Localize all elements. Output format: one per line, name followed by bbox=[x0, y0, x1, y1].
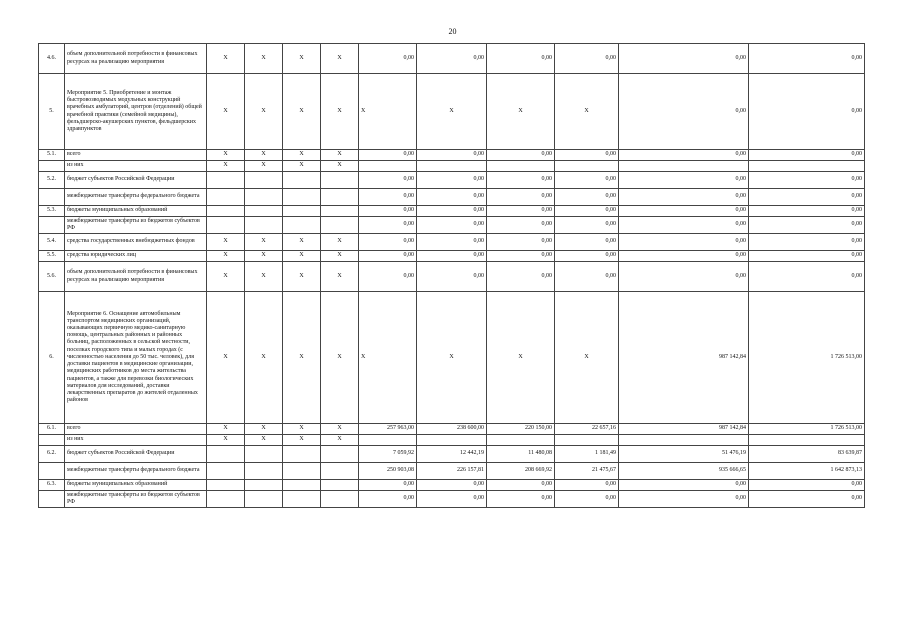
value-cell: 51 476,19 bbox=[619, 446, 749, 463]
row-description: межбюджетные трансферты федерального бюджета bbox=[65, 189, 207, 206]
value-cell: 0,00 bbox=[749, 480, 865, 491]
value-cell: 0,00 bbox=[555, 251, 619, 262]
table-row bbox=[39, 446, 865, 463]
value-cell: 0,00 bbox=[487, 44, 555, 74]
value-cell bbox=[359, 161, 417, 172]
x-mark-cell bbox=[321, 491, 359, 508]
table-row bbox=[39, 262, 865, 292]
table-row bbox=[39, 44, 865, 74]
table-row bbox=[39, 217, 865, 234]
row-number: 5.5. bbox=[39, 251, 65, 262]
value-cell bbox=[555, 161, 619, 172]
value-cell: 0,00 bbox=[417, 150, 487, 161]
x-mark-cell: X bbox=[283, 44, 321, 74]
x-mark-cell bbox=[207, 446, 245, 463]
x-mark-cell bbox=[283, 172, 321, 189]
row-number: 5. bbox=[39, 74, 65, 150]
x-mark-cell bbox=[321, 189, 359, 206]
table-row bbox=[39, 424, 865, 435]
value-cell: 0,00 bbox=[417, 189, 487, 206]
x-mark-cell bbox=[321, 463, 359, 480]
value-cell: 0,00 bbox=[749, 234, 865, 251]
x-mark-cell: X bbox=[245, 161, 283, 172]
value-cell bbox=[359, 435, 417, 446]
budget-table bbox=[38, 43, 865, 508]
x-mark-cell bbox=[321, 206, 359, 217]
x-mark-cell bbox=[283, 463, 321, 480]
row-description: Мероприятие 5. Приобретение и монтаж быстровозводимых модульных конструкций врачебных амбулаторий, центров (отделений) общей врачебной практики (семейной медицины), фельдшерско-акушерских пунктов, фельдшерских здравпунктов bbox=[65, 74, 207, 150]
table-row bbox=[39, 150, 865, 161]
table-row bbox=[39, 463, 865, 480]
value-cell: 0,00 bbox=[749, 491, 865, 508]
row-description: из них bbox=[65, 161, 207, 172]
row-description: бюджет субъектов Российской Федерации bbox=[65, 446, 207, 463]
value-cell: 0,00 bbox=[487, 234, 555, 251]
value-cell: 0,00 bbox=[359, 234, 417, 251]
row-description: Мероприятие 6. Оснащение автомобильным транспортом медицинских организаций, оказывающих первичную медико-санитарную помощь, центральных районных и районных больниц, расположенных в сельской местности, поселках городского типа и малых городах (с численностью населения до 50 тыс. человек), для доставки пациентов в медицинские организации, медицинских работников до места жительства пациентов, а также для перевозки биологических материалов для исследований, доставки лекарственных препаратов до жителей отдаленных районов bbox=[65, 292, 207, 424]
x-mark-cell bbox=[245, 463, 283, 480]
table-row bbox=[39, 74, 865, 150]
value-cell: 0,00 bbox=[749, 44, 865, 74]
x-mark-cell: X bbox=[207, 150, 245, 161]
x-mark-cell: X bbox=[245, 435, 283, 446]
row-description: бюджеты муниципальных образований bbox=[65, 206, 207, 217]
x-mark-cell bbox=[207, 172, 245, 189]
row-description: бюджеты муниципальных образований bbox=[65, 480, 207, 491]
x-mark-cell bbox=[245, 480, 283, 491]
value-cell: 0,00 bbox=[555, 234, 619, 251]
x-mark-cell: X bbox=[207, 234, 245, 251]
value-cell: 1 726 513,00 bbox=[749, 424, 865, 435]
x-mark-cell bbox=[245, 172, 283, 189]
row-description: бюджет субъектов Российской Федерации bbox=[65, 172, 207, 189]
x-mark-cell bbox=[245, 206, 283, 217]
row-number: 6. bbox=[39, 292, 65, 424]
x-mark-cell: X bbox=[245, 251, 283, 262]
value-cell: 0,00 bbox=[359, 150, 417, 161]
value-cell: 257 963,00 bbox=[359, 424, 417, 435]
value-cell: X bbox=[359, 292, 417, 424]
value-cell: 987 142,84 bbox=[619, 424, 749, 435]
row-description: объем дополнительной потребности в финансовых ресурсах на реализацию мероприятия bbox=[65, 262, 207, 292]
value-cell: 238 600,00 bbox=[417, 424, 487, 435]
x-mark-cell bbox=[283, 217, 321, 234]
row-description: межбюджетные трансферты из бюджетов субъектов РФ bbox=[65, 491, 207, 508]
x-mark-cell: X bbox=[321, 251, 359, 262]
value-cell: 7 059,92 bbox=[359, 446, 417, 463]
page-number: 20 bbox=[448, 27, 457, 36]
table-row bbox=[39, 172, 865, 189]
x-mark-cell bbox=[207, 206, 245, 217]
x-mark-cell: X bbox=[207, 435, 245, 446]
x-mark-cell: X bbox=[207, 74, 245, 150]
value-cell: 0,00 bbox=[619, 172, 749, 189]
row-number: 5.6. bbox=[39, 262, 65, 292]
value-cell bbox=[619, 435, 749, 446]
value-cell: 0,00 bbox=[487, 150, 555, 161]
x-mark-cell bbox=[245, 217, 283, 234]
value-cell: 0,00 bbox=[619, 262, 749, 292]
value-cell: 0,00 bbox=[749, 150, 865, 161]
x-mark-cell bbox=[245, 446, 283, 463]
value-cell: 0,00 bbox=[619, 206, 749, 217]
value-cell: 0,00 bbox=[487, 217, 555, 234]
value-cell: 0,00 bbox=[417, 217, 487, 234]
value-cell: 22 657,16 bbox=[555, 424, 619, 435]
x-mark-cell: X bbox=[283, 262, 321, 292]
table-row bbox=[39, 234, 865, 251]
x-mark-cell bbox=[245, 491, 283, 508]
x-mark-cell: X bbox=[245, 44, 283, 74]
row-description: из них bbox=[65, 435, 207, 446]
value-cell: 220 150,00 bbox=[487, 424, 555, 435]
value-cell: 11 480,08 bbox=[487, 446, 555, 463]
value-cell: 0,00 bbox=[417, 44, 487, 74]
value-cell: 0,00 bbox=[487, 189, 555, 206]
row-number: 6.3. bbox=[39, 480, 65, 491]
value-cell: 0,00 bbox=[619, 491, 749, 508]
value-cell bbox=[619, 161, 749, 172]
x-mark-cell: X bbox=[321, 292, 359, 424]
value-cell: 0,00 bbox=[359, 206, 417, 217]
x-mark-cell: X bbox=[245, 262, 283, 292]
row-description: средства юридических лиц bbox=[65, 251, 207, 262]
value-cell: 0,00 bbox=[749, 74, 865, 150]
x-mark-cell bbox=[321, 172, 359, 189]
value-cell: 0,00 bbox=[749, 217, 865, 234]
value-cell bbox=[417, 435, 487, 446]
value-cell: 0,00 bbox=[487, 206, 555, 217]
x-mark-cell bbox=[207, 480, 245, 491]
value-cell: 0,00 bbox=[619, 217, 749, 234]
value-cell bbox=[487, 435, 555, 446]
value-cell: 0,00 bbox=[359, 44, 417, 74]
x-mark-cell: X bbox=[245, 424, 283, 435]
table-row bbox=[39, 206, 865, 217]
value-cell: 83 639,87 bbox=[749, 446, 865, 463]
value-cell: 0,00 bbox=[619, 480, 749, 491]
value-cell: X bbox=[487, 74, 555, 150]
value-cell: 0,00 bbox=[555, 44, 619, 74]
x-mark-cell bbox=[283, 491, 321, 508]
table-row bbox=[39, 161, 865, 172]
x-mark-cell bbox=[283, 189, 321, 206]
value-cell: 0,00 bbox=[555, 217, 619, 234]
x-mark-cell: X bbox=[321, 150, 359, 161]
value-cell: 0,00 bbox=[417, 206, 487, 217]
value-cell bbox=[417, 161, 487, 172]
value-cell: 226 157,81 bbox=[417, 463, 487, 480]
x-mark-cell bbox=[245, 189, 283, 206]
value-cell: 987 142,84 bbox=[619, 292, 749, 424]
x-mark-cell bbox=[283, 206, 321, 217]
x-mark-cell: X bbox=[321, 234, 359, 251]
x-mark-cell: X bbox=[207, 44, 245, 74]
value-cell: 0,00 bbox=[359, 491, 417, 508]
row-description: средства государственных внебюджетных фондов bbox=[65, 234, 207, 251]
value-cell: 0,00 bbox=[619, 251, 749, 262]
value-cell: 0,00 bbox=[619, 150, 749, 161]
value-cell: X bbox=[555, 74, 619, 150]
value-cell: 0,00 bbox=[359, 189, 417, 206]
row-number: 5.1. bbox=[39, 150, 65, 161]
value-cell: 0,00 bbox=[555, 189, 619, 206]
x-mark-cell bbox=[207, 217, 245, 234]
row-description: объем дополнительной потребности в финансовых ресурсах на реализацию мероприятия bbox=[65, 44, 207, 74]
x-mark-cell: X bbox=[321, 44, 359, 74]
x-mark-cell: X bbox=[321, 424, 359, 435]
x-mark-cell bbox=[321, 480, 359, 491]
x-mark-cell: X bbox=[321, 74, 359, 150]
x-mark-cell: X bbox=[207, 424, 245, 435]
value-cell: 0,00 bbox=[359, 251, 417, 262]
value-cell: X bbox=[417, 74, 487, 150]
x-mark-cell: X bbox=[245, 74, 283, 150]
value-cell: X bbox=[359, 74, 417, 150]
value-cell: 0,00 bbox=[417, 491, 487, 508]
row-number bbox=[39, 463, 65, 480]
value-cell: 0,00 bbox=[359, 480, 417, 491]
value-cell: 0,00 bbox=[417, 234, 487, 251]
value-cell: X bbox=[487, 292, 555, 424]
value-cell: 0,00 bbox=[555, 491, 619, 508]
table-row bbox=[39, 292, 865, 424]
value-cell: 1 642 873,13 bbox=[749, 463, 865, 480]
row-number: 4.6. bbox=[39, 44, 65, 74]
value-cell: 0,00 bbox=[749, 251, 865, 262]
x-mark-cell: X bbox=[245, 292, 283, 424]
value-cell: 0,00 bbox=[619, 74, 749, 150]
value-cell: 0,00 bbox=[555, 206, 619, 217]
value-cell: 0,00 bbox=[555, 150, 619, 161]
value-cell bbox=[749, 435, 865, 446]
x-mark-cell: X bbox=[283, 292, 321, 424]
x-mark-cell: X bbox=[321, 435, 359, 446]
value-cell: 0,00 bbox=[749, 206, 865, 217]
x-mark-cell: X bbox=[321, 161, 359, 172]
value-cell: 0,00 bbox=[487, 491, 555, 508]
row-description: всего bbox=[65, 150, 207, 161]
row-number bbox=[39, 491, 65, 508]
x-mark-cell: X bbox=[283, 424, 321, 435]
value-cell: 0,00 bbox=[487, 480, 555, 491]
value-cell: 0,00 bbox=[417, 262, 487, 292]
value-cell: 0,00 bbox=[487, 262, 555, 292]
value-cell: 0,00 bbox=[417, 251, 487, 262]
row-number bbox=[39, 189, 65, 206]
x-mark-cell: X bbox=[321, 262, 359, 292]
value-cell: 21 475,67 bbox=[555, 463, 619, 480]
x-mark-cell bbox=[321, 217, 359, 234]
value-cell: 0,00 bbox=[749, 262, 865, 292]
table-row bbox=[39, 480, 865, 491]
value-cell: 0,00 bbox=[619, 44, 749, 74]
row-number: 5.3. bbox=[39, 206, 65, 217]
value-cell: 208 669,92 bbox=[487, 463, 555, 480]
x-mark-cell bbox=[283, 446, 321, 463]
x-mark-cell bbox=[207, 189, 245, 206]
x-mark-cell: X bbox=[207, 262, 245, 292]
value-cell: 0,00 bbox=[359, 262, 417, 292]
x-mark-cell: X bbox=[245, 234, 283, 251]
value-cell: 0,00 bbox=[417, 172, 487, 189]
value-cell: 0,00 bbox=[749, 189, 865, 206]
x-mark-cell: X bbox=[283, 435, 321, 446]
value-cell: 0,00 bbox=[487, 172, 555, 189]
value-cell: 12 442,19 bbox=[417, 446, 487, 463]
value-cell: 0,00 bbox=[359, 217, 417, 234]
row-number bbox=[39, 435, 65, 446]
value-cell: 0,00 bbox=[619, 234, 749, 251]
table-row bbox=[39, 435, 865, 446]
value-cell: 1 726 513,00 bbox=[749, 292, 865, 424]
x-mark-cell: X bbox=[283, 74, 321, 150]
value-cell: 0,00 bbox=[417, 480, 487, 491]
x-mark-cell: X bbox=[283, 251, 321, 262]
value-cell: 250 903,08 bbox=[359, 463, 417, 480]
value-cell bbox=[487, 161, 555, 172]
row-number: 5.2. bbox=[39, 172, 65, 189]
table-row bbox=[39, 189, 865, 206]
x-mark-cell: X bbox=[207, 292, 245, 424]
x-mark-cell bbox=[321, 446, 359, 463]
value-cell: X bbox=[417, 292, 487, 424]
x-mark-cell bbox=[283, 480, 321, 491]
row-number: 6.1. bbox=[39, 424, 65, 435]
row-description: межбюджетные трансферты федерального бюджета bbox=[65, 463, 207, 480]
x-mark-cell: X bbox=[283, 150, 321, 161]
x-mark-cell: X bbox=[207, 251, 245, 262]
x-mark-cell bbox=[207, 463, 245, 480]
x-mark-cell bbox=[207, 491, 245, 508]
row-number: 6.2. bbox=[39, 446, 65, 463]
value-cell: 0,00 bbox=[487, 251, 555, 262]
value-cell: 0,00 bbox=[619, 189, 749, 206]
value-cell: 935 666,65 bbox=[619, 463, 749, 480]
value-cell: 0,00 bbox=[555, 172, 619, 189]
value-cell: 0,00 bbox=[555, 262, 619, 292]
value-cell: X bbox=[555, 292, 619, 424]
row-number bbox=[39, 217, 65, 234]
x-mark-cell: X bbox=[283, 234, 321, 251]
table-row bbox=[39, 491, 865, 508]
x-mark-cell: X bbox=[283, 161, 321, 172]
value-cell: 0,00 bbox=[359, 172, 417, 189]
value-cell: 1 181,49 bbox=[555, 446, 619, 463]
x-mark-cell: X bbox=[245, 150, 283, 161]
x-mark-cell: X bbox=[207, 161, 245, 172]
row-number: 5.4. bbox=[39, 234, 65, 251]
value-cell: 0,00 bbox=[555, 480, 619, 491]
table-row bbox=[39, 251, 865, 262]
row-description: межбюджетные трансферты из бюджетов субъектов РФ bbox=[65, 217, 207, 234]
value-cell bbox=[749, 161, 865, 172]
value-cell: 0,00 bbox=[749, 172, 865, 189]
row-number bbox=[39, 161, 65, 172]
row-description: всего bbox=[65, 424, 207, 435]
value-cell bbox=[555, 435, 619, 446]
